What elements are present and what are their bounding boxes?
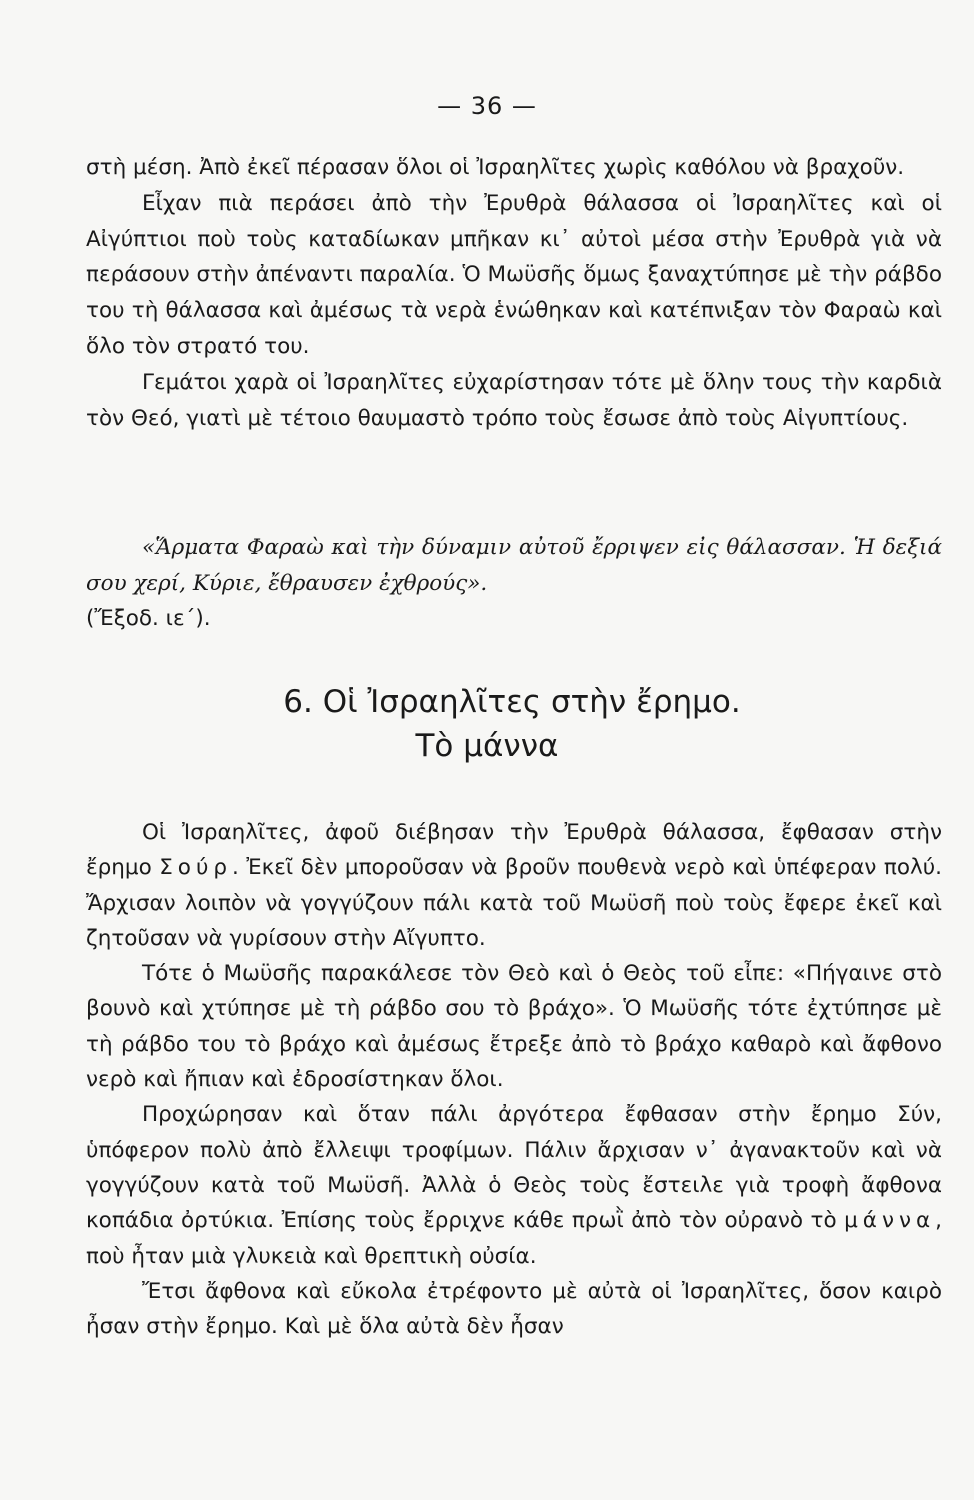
page-number: — 36 — <box>437 92 537 120</box>
paragraph <box>86 1097 942 1273</box>
emphasized-word: μάννα <box>844 1208 936 1234</box>
paragraph: Ἔτσι ἄφθονα καὶ εὔκολα ἐτρέφοντο μὲ αὐτὰ οἱ Ἰσραηλῖτες, ὅσον καιρὸ ἦσαν στὴν ἔρημο. Καὶ μὲ ὅλα αὐτὰ δὲν ἦσαν <box>86 1278 942 1340</box>
chapter-title: 6. Οἱ Ἰσραηλῖτες στὴν ἔρημο. <box>283 684 741 720</box>
paragraph: Γεμάτοι χαρὰ οἱ Ἰσραηλῖτες εὐχαρίστησαν τότε μὲ ὅλην τους τὴν καρδιὰ τὸν Θεό, γιατὶ μὲ τέτοιο θαυμαστὸ τρόπο τοὺς ἔσωσε ἀπὸ τοὺς Αἰγυπτίους. <box>86 369 942 431</box>
paragraph: Εἶχαν πιὰ περάσει ἀπὸ τὴν Ἐρυθρὰ θάλασσα οἱ Ἰσραηλῖτες καὶ οἱ Αἰγύπτιοι ποὺ τοὺς καταδίωκαν μπῆκαν κι᾿ αὐτοὶ μέσα στὴν Ἐρυθρὰ γιὰ νὰ περάσουν στὴν ἀπέναντι παραλία. Ὁ Μωϋσῆς ὅμως ξαναχτύπησε μὲ τὴν ράβδο του τὴ θάλασσα καὶ ἀμέσως τὰ νερὰ ἑνώθηκαν καὶ κατέπνιξαν τὸν Φαραὼ καὶ ὅλο τὸν στρατό του. <box>86 190 942 359</box>
chapter-subtitle: Τὸ μάννα <box>415 728 559 764</box>
place-name: Σούρ <box>159 855 233 881</box>
text-run: Προχώρησαν καὶ ὅταν πάλι ἀργότερα ἔφθασαν στὴν ἔρημο Σύν, ὑπόφερον πολὺ ἀπὸ ἔλλειψι τροφίμων. Πάλιν ἄρχισαν ν᾿ ἀγανακτοῦν καὶ νὰ γογγύζουν κατὰ τοῦ Μωϋσῆ. Ἀλλὰ ὁ Θεὸς τοὺς ἔστειλε γιὰ τροφὴ ἄφθονα κοπάδια ὀρτύκια. Ἐπίσης τοὺς ἔρριχνε κάθε πρωῒ ἀπὸ τὸν οὐρανὸ τὸ <box>86 1102 942 1234</box>
paragraph <box>86 815 942 956</box>
paragraph: στὴ μέση. Ἀπὸ ἐκεῖ πέρασαν ὅλοι οἱ Ἰσραηλῖτες χωρὶς καθόλου νὰ βραχοῦν. <box>86 155 905 180</box>
paragraph: Τότε ὁ Μωϋσῆς παρακάλεσε τὸν Θεὸ καὶ ὁ Θεὸς τοῦ εἶπε: «Πήγαινε στὸ βουνὸ καὶ χτύπησε μὲ τὴ ράβδο σου τὸ βράχο». Ὁ Μωϋσῆς τότε ἐχτύπησε μὲ τὴ ράβδο του τὸ βράχο καὶ ἀμέσως ἔτρεξε ἀπὸ τὸ βράχο καθαρὸ καὶ ἄφθονο νερὸ καὶ ἤπιαν καὶ ἐδροσίστηκαν ὅλοι. <box>86 961 942 1093</box>
scripture-quote <box>86 530 942 637</box>
section-2-text <box>86 815 942 1344</box>
text-run: Οἱ Ἰσραηλῖτες, ἀφοῦ διέβησαν τὴν Ἐρυθρὰ θάλασσα, ἔφθασαν στὴν ἔρημο <box>86 820 942 881</box>
quote-reference: (Ἔξοδ. ιε΄). <box>86 606 211 631</box>
chapter-heading <box>0 680 974 768</box>
section-1-text <box>86 150 942 436</box>
text-run: , ποὺ ἦταν μιὰ γλυκειὰ καὶ θρεπτικὴ οὐσία. <box>86 1208 942 1269</box>
text-run: . Ἐκεῖ δὲν μποροῦσαν νὰ βροῦν πουθενὰ νερὸ καὶ ὑπέφεραν πολύ. Ἄρχισαν λοιπὸν νὰ γογγύζουν πάλι κατὰ τοῦ Μωϋσῆ ποὺ τοὺς ἔφερε ἐκεῖ καὶ ζητοῦσαν νὰ γυρίσουν στὴν Αἴγυπτο. <box>86 855 942 951</box>
quote-text: «Ἅρματα Φαραὼ καὶ τὴν δύναμιν αὐτοῦ ἔρριψεν εἰς θάλασσαν. Ἡ δεξιά σου χερί, Κύριε, ἔθραυσεν ἐχθρούς». <box>86 535 942 596</box>
